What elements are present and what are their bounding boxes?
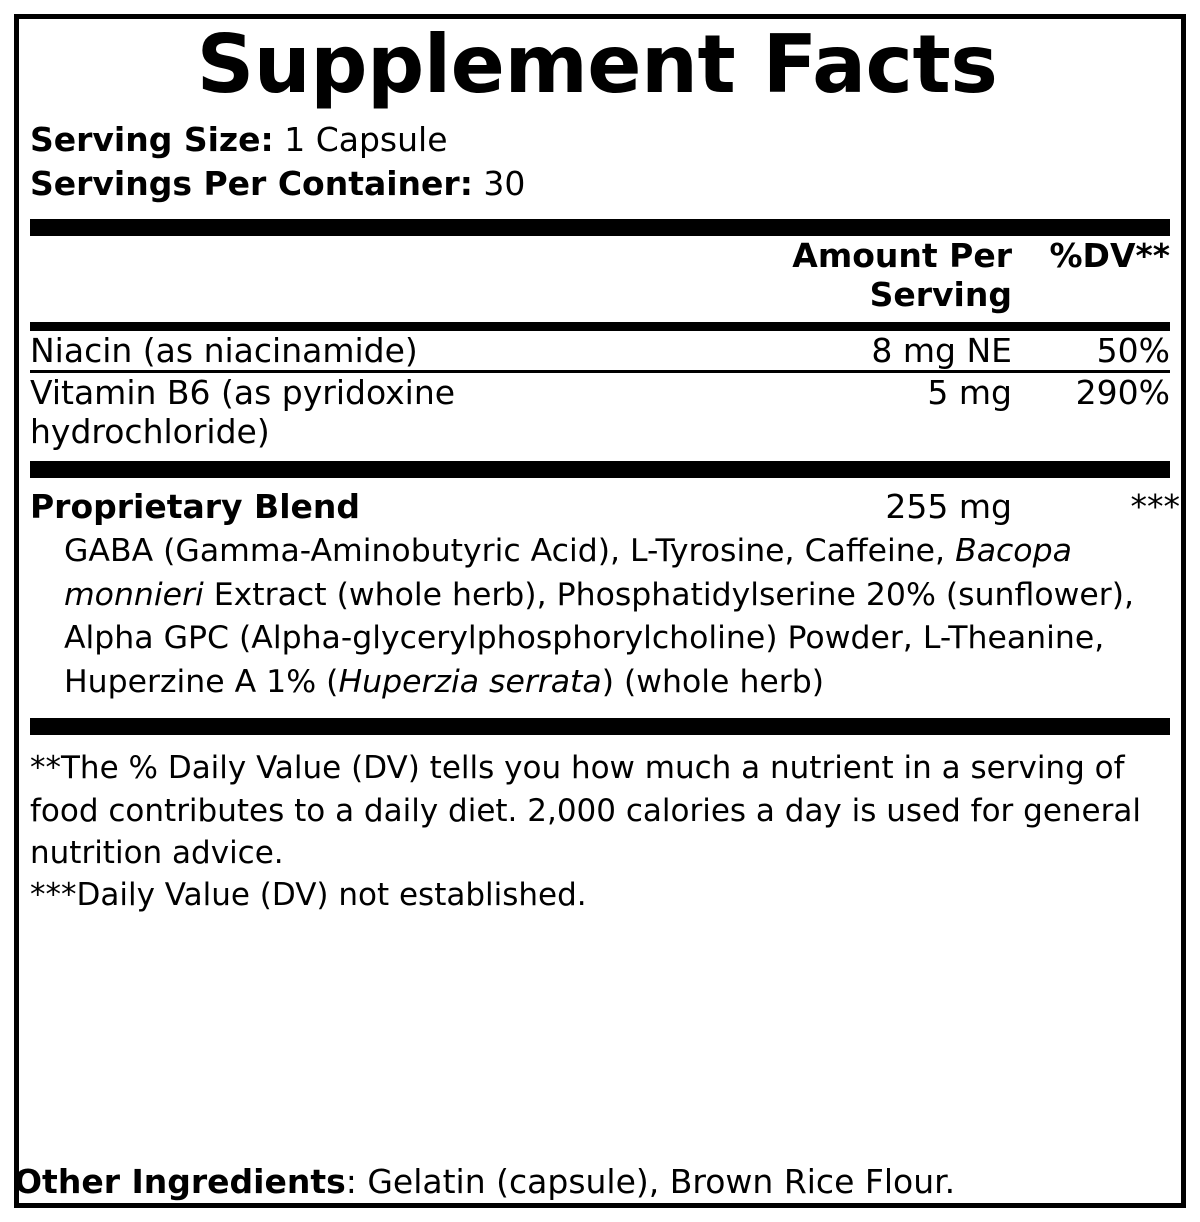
other-ingredients-label: Other Ingredients	[14, 1162, 346, 1201]
divider-thick-footnotes	[30, 718, 1170, 735]
table-row	[30, 331, 1170, 370]
divider-medium-header	[30, 322, 1170, 331]
table-header-row	[30, 236, 1170, 314]
nutrient-rows-2	[30, 373, 1170, 451]
nutrition-table	[30, 236, 1170, 314]
other-ingredients-value: : Gelatin (capsule), Brown Rice Flour.	[345, 1162, 956, 1201]
nutrient-amount: 8 mg NE	[871, 331, 1012, 371]
servings-per-container-value: 30	[483, 163, 526, 203]
nutrient-name: Vitamin B6 (as pyridoxine hydrochloride)	[30, 373, 456, 452]
label-content	[30, 18, 1180, 916]
divider-thick-blend	[30, 461, 1170, 478]
nutrient-amount: 5 mg	[927, 373, 1012, 413]
nutrient-dv: 290%	[1075, 373, 1170, 413]
nutrient-rows	[30, 331, 1170, 370]
column-header-name	[30, 236, 642, 314]
divider-thick-top	[30, 219, 1170, 236]
proprietary-blend-row	[30, 487, 1180, 527]
table-row	[30, 373, 1170, 451]
servings-per-container-label: Servings Per Container:	[30, 163, 473, 203]
page-title: Supplement Facts	[196, 18, 998, 111]
servings-per-container-line	[30, 162, 1170, 206]
footnotes	[30, 747, 1170, 916]
serving-size-label: Serving Size:	[30, 120, 274, 160]
nutrient-name: Niacin (as niacinamide)	[30, 331, 418, 371]
nutrient-dv: 50%	[1096, 331, 1170, 371]
blend-ingredients: GABA (Gamma-Aminobutyric Acid), L-Tyrosine, Caffeine, Bacopa monnieri Extract (whole herb), Phosphatidylserine 20% (sunflower), Alpha GPC (Alpha-glycerylphosphorylcholine) Powder, L-Theanine, Huperzine A 1% (Huperzia serrata) (whole herb)	[64, 533, 1135, 700]
blend-name: Proprietary Blend	[30, 487, 360, 527]
serving-size-line	[30, 118, 1170, 162]
other-ingredients-line	[14, 1162, 1186, 1202]
other-ingredients-section	[0, 1162, 1200, 1202]
column-header-amount: Amount Per Serving	[792, 236, 1012, 315]
serving-size-value: 1 Capsule	[284, 120, 448, 160]
blend-dv: ***	[1130, 487, 1180, 527]
footnote-dv-note: **The % Daily Value (DV) tells you how much a nutrient in a serving of food contributes to a daily diet. 2,000 calories a day is used for general nutrition advice.	[30, 750, 1141, 871]
blend-amount: 255 mg	[885, 487, 1012, 527]
column-header-dv: %DV**	[1049, 236, 1170, 276]
footnote-not-established: ***Daily Value (DV) not established.	[30, 876, 587, 913]
